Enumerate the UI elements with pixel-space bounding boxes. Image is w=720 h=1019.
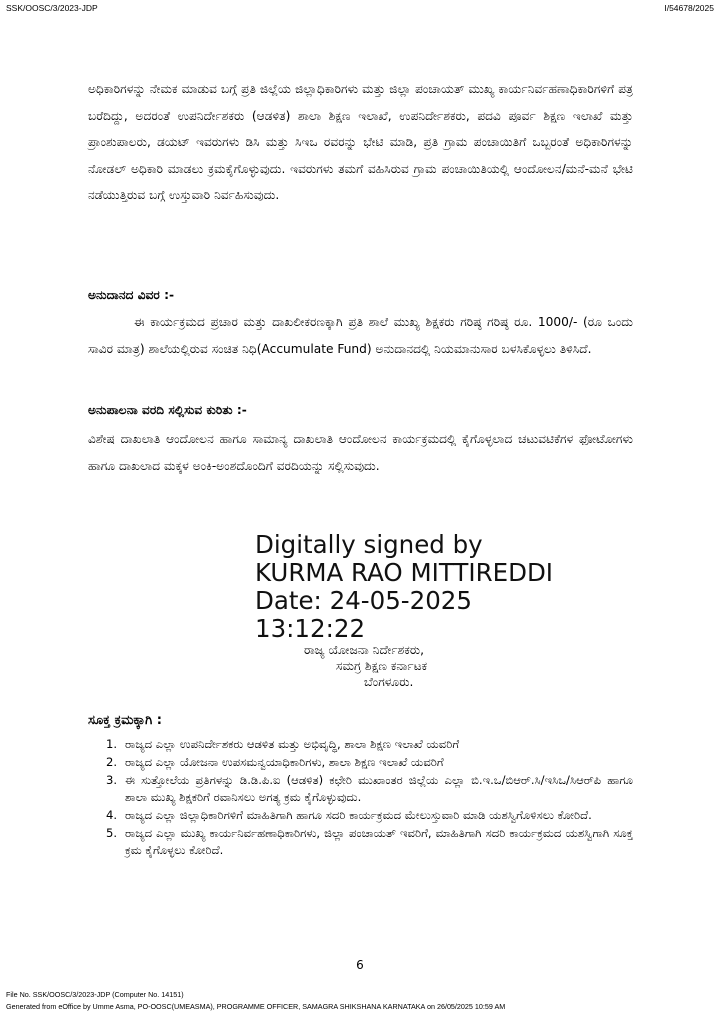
signature-date: Date: 24-05-2025	[255, 586, 472, 615]
heading-compliance-report: ಅನುಪಾಲನಾ ವರದಿ ಸಲ್ಲಿಸುವ ಕುರಿತು :-	[88, 403, 247, 417]
list-item: 2. ರಾಜ್ಯದ ಎಲ್ಲಾ ಯೋಜನಾ ಉಪಸಮನ್ವಯಾಧಿಕಾರಿಗಳು, ಶಾಲಾ ಶಿಕ್ಷಣ ಇಲಾಖೆ ಯವರಿಗೆ	[106, 755, 444, 769]
list-item: 1. ರಾಜ್ಯದ ಎಲ್ಲಾ ಉಪನಿರ್ದೇಶಕರು ಆಡಳಿತ ಮತ್ತು ಅಭಿವೃದ್ಧಿ, ಶಾಲಾ ಶಿಕ್ಷಣ ಇಲಾಖೆ ಯವರಿಗೆ	[106, 737, 460, 751]
body-paragraph-compliance: ವಿಶೇಷ ದಾಖಲಾತಿ ಆಂದೋಲನ ಹಾಗೂ ಸಾಮಾನ್ಯ ದಾಖಲಾತಿ ಆಂದೋಲನ ಕಾರ್ಯಕ್ರಮದಲ್ಲಿ ಕೈಗೊಳ್ಳಲಾದ ಚಟುವಟಿಕೆಗಳ ಫೋಟೋಗಳು ಹಾಗೂ ದಾಖಲಾದ ಮಕ್ಕಳ ಅಂಕಿ-ಅಂಶದೊಂದಿಗೆ ವರದಿಯನ್ನು ಸಲ್ಲಿಸುವುದು.	[88, 432, 633, 473]
signature-line-1: Digitally signed by	[255, 530, 483, 559]
designation-organisation: ಸಮಗ್ರ ಶಿಕ್ಷಣ ಕರ್ನಾಟಕ	[336, 659, 428, 673]
signature-signer-name: KURMA RAO MITTIREDDI	[255, 558, 554, 587]
list-item: 5. ರಾಜ್ಯದ ಎಲ್ಲಾ ಮುಖ್ಯ ಕಾರ್ಯನಿರ್ವಹಣಾಧಿಕಾರಿಗಳು, ಜಿಲ್ಲಾ ಪಂಚಾಯತ್ ಇವರಿಗೆ, ಮಾಹಿತಿಗಾಗಿ ಸದರಿ ಕಾರ್ಯಕ್ರಮದ ಯಶಸ್ವಿಗಾಗಿ ಸೂಕ್ತ ಕ್ರಮ ಕೈಗೊಳ್ಳಲು ಕೋರಿದೆ.	[106, 826, 633, 857]
footer-file-number: File No. SSK/OOSC/3/2023-JDP (Computer No. 14151)	[6, 990, 184, 999]
signatory-designation	[304, 642, 427, 690]
signature-time: 13:12:22	[255, 614, 366, 643]
digital-signature-stamp	[255, 531, 553, 643]
copy-to-heading: ಸೂಕ್ತ ಕ್ರಮಕ್ಕಾಗಿ :	[88, 713, 162, 728]
heading-grant-details: ಅನುದಾನದ ವಿವರ :-	[88, 288, 175, 302]
body-paragraph-grant: ಈ ಕಾರ್ಯಕ್ರಮದ ಪ್ರಚಾರ ಮತ್ತು ದಾಖಲೀಕರಣಕ್ಕಾಗಿ ಪ್ರತಿ ಶಾಲೆ ಮುಖ್ಯ ಶಿಕ್ಷಕರು ಗರಿಷ್ಠ ಗರಿಷ್ಠ ರೂ. 1000/- (ರೂ ಒಂದು ಸಾವಿರ ಮಾತ್ರ) ಶಾಲೆಯಲ್ಲಿರುವ ಸಂಚಿತ ನಿಧಿ(Accumulate Fund) ಅನುದಾನದಲ್ಲಿ ನಿಯಮಾನುಸಾರ ಬಳಸಿಕೊಳ್ಳಲು ತಿಳಿಸಿದೆ.	[88, 315, 633, 356]
page-number: 6	[356, 958, 364, 972]
footer-generated-info: Generated from eOffice by Umme Asma, PO-OOSC(UMEASMA), PROGRAMME OFFICER, SAMAGRA SHIKSHANA KARNATAKA on 26/05/2025 10:59 AM	[6, 1002, 506, 1011]
designation-city: ಬೆಂಗಳೂರು.	[364, 675, 414, 689]
designation-title: ರಾಜ್ಯ ಯೋಜನಾ ನಿರ್ದೇಶಕರು,	[304, 643, 425, 657]
header-file-ref: SSK/OOSC/3/2023-JDP	[6, 3, 98, 13]
header-doc-number: I/54678/2025	[664, 3, 714, 13]
copy-to-list	[88, 736, 633, 860]
list-item: 3. ಈ ಸುತ್ತೋಲೆಯ ಪ್ರತಿಗಳನ್ನು ಡಿ.ಡಿ.ಪಿ.ಐ (ಆಡಳಿತ) ಕಛೇರಿ ಮುಖಾಂತರ ಜಿಲ್ಲೆಯ ಎಲ್ಲಾ ಬಿ.ಇ.ಒ/ಬಿಆರ್.ಸಿ/ಇಸಿಒ/ಸಿಆರ್‌ಪಿ ಹಾಗೂ ಶಾಲಾ ಮುಖ್ಯ ಶಿಕ್ಷಕರಿಗೆ ರವಾನಿಸಲು ಅಗತ್ಯ ಕ್ರಮ ಕೈಗೊಳ್ಳುವುದು.	[106, 773, 633, 804]
list-item: 4. ರಾಜ್ಯದ ಎಲ್ಲಾ ಜಿಲ್ಲಾಧಿಕಾರಿಗಳಿಗೆ ಮಾಹಿತಿಗಾಗಿ ಹಾಗೂ ಸದರಿ ಕಾರ್ಯಕ್ರಮದ ಮೇಲುಸ್ತುವಾರಿ ಮಾಡಿ ಯಶಸ್ವಿಗೊಳಿಸಲು ಕೋರಿದೆ.	[106, 808, 592, 822]
body-paragraph-nodal-officers: ಅಧಿಕಾರಿಗಳನ್ನು ನೇಮಕ ಮಾಡುವ ಬಗ್ಗೆ ಪ್ರತಿ ಜಿಲ್ಲೆಯ ಜಿಲ್ಲಾಧಿಕಾರಿಗಳು ಮತ್ತು ಜಿಲ್ಲಾ ಪಂಚಾಯತ್ ಮುಖ್ಯ ಕಾರ್ಯನಿರ್ವಹಣಾಧಿಕಾರಿಗಳಿಗೆ ಪತ್ರ ಬರೆದಿದ್ದು, ಅದರಂತೆ ಉಪನಿರ್ದೇಶಕರು (ಆಡಳಿತ) ಶಾಲಾ ಶಿಕ್ಷಣ ಇಲಾಖೆ, ಉಪನಿರ್ದೇಶಕರು, ಪದವಿ ಪೂರ್ವ ಶಿಕ್ಷಣ ಇಲಾಖೆ ಮತ್ತು ಪ್ರಾಂಶುಪಾಲರು, ಡಯಟ್ ಇವರುಗಳು ಡಿಸಿ ಮತ್ತು ಸಿಇಒ ರವರನ್ನು ಭೇಟಿ ಮಾಡಿ, ಪ್ರತಿ ಗ್ರಾಮ ಪಂಚಾಯಿತಿಗೆ ಒಬ್ಬರಂತೆ ಅಧಿಕಾರಿಗಳನ್ನು ನೋಡಲ್ ಅಧಿಕಾರಿ ಮಾಡಲು ಕ್ರಮಕೈಗೊಳ್ಳುವುದು. ಇವರುಗಳು ತಮಗೆ ವಹಿಸಿರುವ ಗ್ರಾಮ ಪಂಚಾಯಿತಿಯಲ್ಲಿ ಆಂದೋಲನ/ಮನೆ-ಮನೆ ಭೇಟಿ ನಡೆಯುತ್ತಿರುವ ಬಗ್ಗೆ ಉಸ್ತುವಾರಿ ನಿರ್ವಹಿಸುವುದು.	[88, 82, 633, 202]
